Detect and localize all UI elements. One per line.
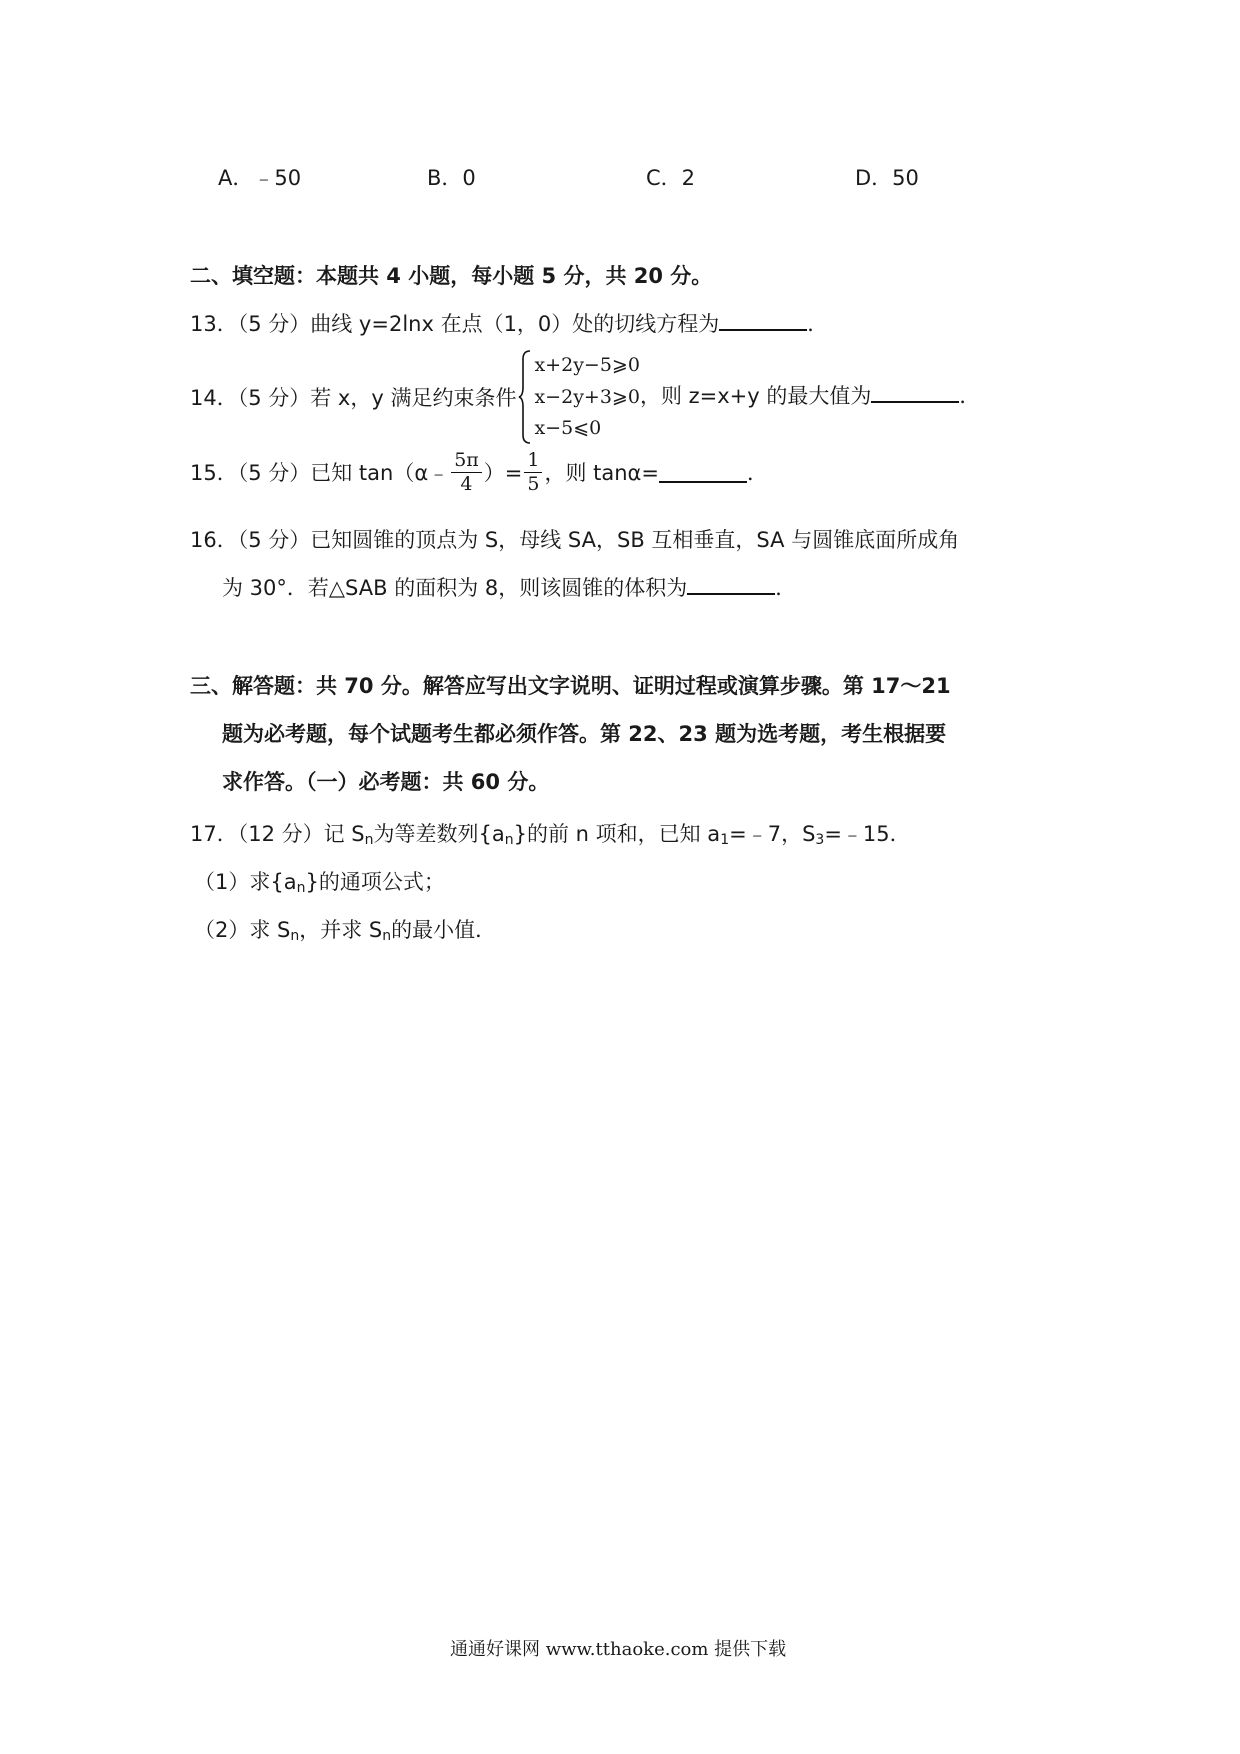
- q14-brace: [518, 349, 532, 445]
- section3-heading-line-2: 题为必考题，每个试题考生都必须作答。第 22、23 题为选考题，考生根据要: [222, 722, 947, 746]
- q15-frac1-denominator: 4: [460, 472, 473, 495]
- question-13: [190, 308, 828, 338]
- section3-heading-line-3: 求作答。（一）必考题：共 60 分。: [222, 770, 550, 794]
- q15-end: ．: [747, 461, 768, 485]
- q12-option-d: D．50: [855, 166, 919, 190]
- q13-answer-blank[interactable]: [719, 309, 807, 331]
- q17-part-2: （2）求 $S_n$，并求 $S_n$的最小值．: [194, 918, 497, 944]
- q12-option-b: B．0: [427, 166, 476, 190]
- q16-line-1: 16．（5 分）已知圆锥的顶点为 S，母线 SA，SB 互相垂直，SA 与圆锥底面所成角: [190, 528, 960, 552]
- q15-fraction-1-over-5: [524, 450, 542, 495]
- question-14: [190, 348, 980, 446]
- section2-heading: 二、填空题：本题共 4 小题，每小题 5 分，共 20 分。: [190, 264, 713, 288]
- q15-frac2-numerator: 1: [524, 450, 542, 473]
- q15-mid: ）=: [483, 461, 523, 485]
- q12-option-a: A．﹣50: [218, 166, 302, 190]
- q15-suffix: ，则 tanα=: [544, 461, 659, 485]
- q16-line-2: 为 30°．若△SAB 的面积为 8，则该圆锥的体积为 ．: [222, 572, 796, 602]
- q14-constraint-2: x−2y+3⩾0，则 z=x+y 的最大值为 ．: [534, 381, 980, 413]
- q15-frac1-numerator: 5π: [451, 450, 482, 473]
- q13-text: 13．（5 分）曲线 y=2lnx 在点（1，0）处的切线方程为: [190, 312, 720, 336]
- q17-part-1: （1）求$\{a_n\}$的通项公式；: [194, 870, 445, 896]
- q15-fraction-5pi-over-4: [451, 450, 482, 495]
- q14-constraint-3: x−5⩽0: [534, 417, 602, 439]
- q14-answer-blank[interactable]: [871, 381, 959, 403]
- section3-heading-line-1: 三、解答题：共 70 分。解答应写出文字说明、证明过程或演算步骤。第 17～21: [190, 674, 951, 698]
- q13-end: ．: [807, 312, 829, 336]
- q16-answer-blank[interactable]: [687, 573, 775, 595]
- q14-suffix: ，则 z=x+y 的最大值为: [639, 384, 872, 408]
- q14-end: ．: [959, 384, 981, 408]
- question-17: 17．（12 分）记 $S_n$为等差数列$\{a_n\}$的前 n 项和，已知 $a_1=﹣7$，$S_3=﹣15$．: [190, 822, 911, 848]
- q15-frac2-denominator: 5: [527, 472, 540, 495]
- q15-answer-blank[interactable]: [659, 461, 747, 483]
- q14-constraints: [534, 350, 980, 444]
- q16-end: ．: [775, 576, 797, 600]
- q12-option-c: C．2: [646, 166, 696, 190]
- q14-constraint-1: x+2y−5⩾0: [534, 354, 640, 376]
- q15-prefix: 15．（5 分）已知 tan（α﹣: [190, 461, 450, 485]
- question-15: [190, 444, 768, 500]
- q14-prefix: 14．（5 分）若 x，y 满足约束条件: [190, 386, 517, 410]
- page-footer: 通通好课网 www.tthaoke.com 提供下载: [450, 1639, 787, 1660]
